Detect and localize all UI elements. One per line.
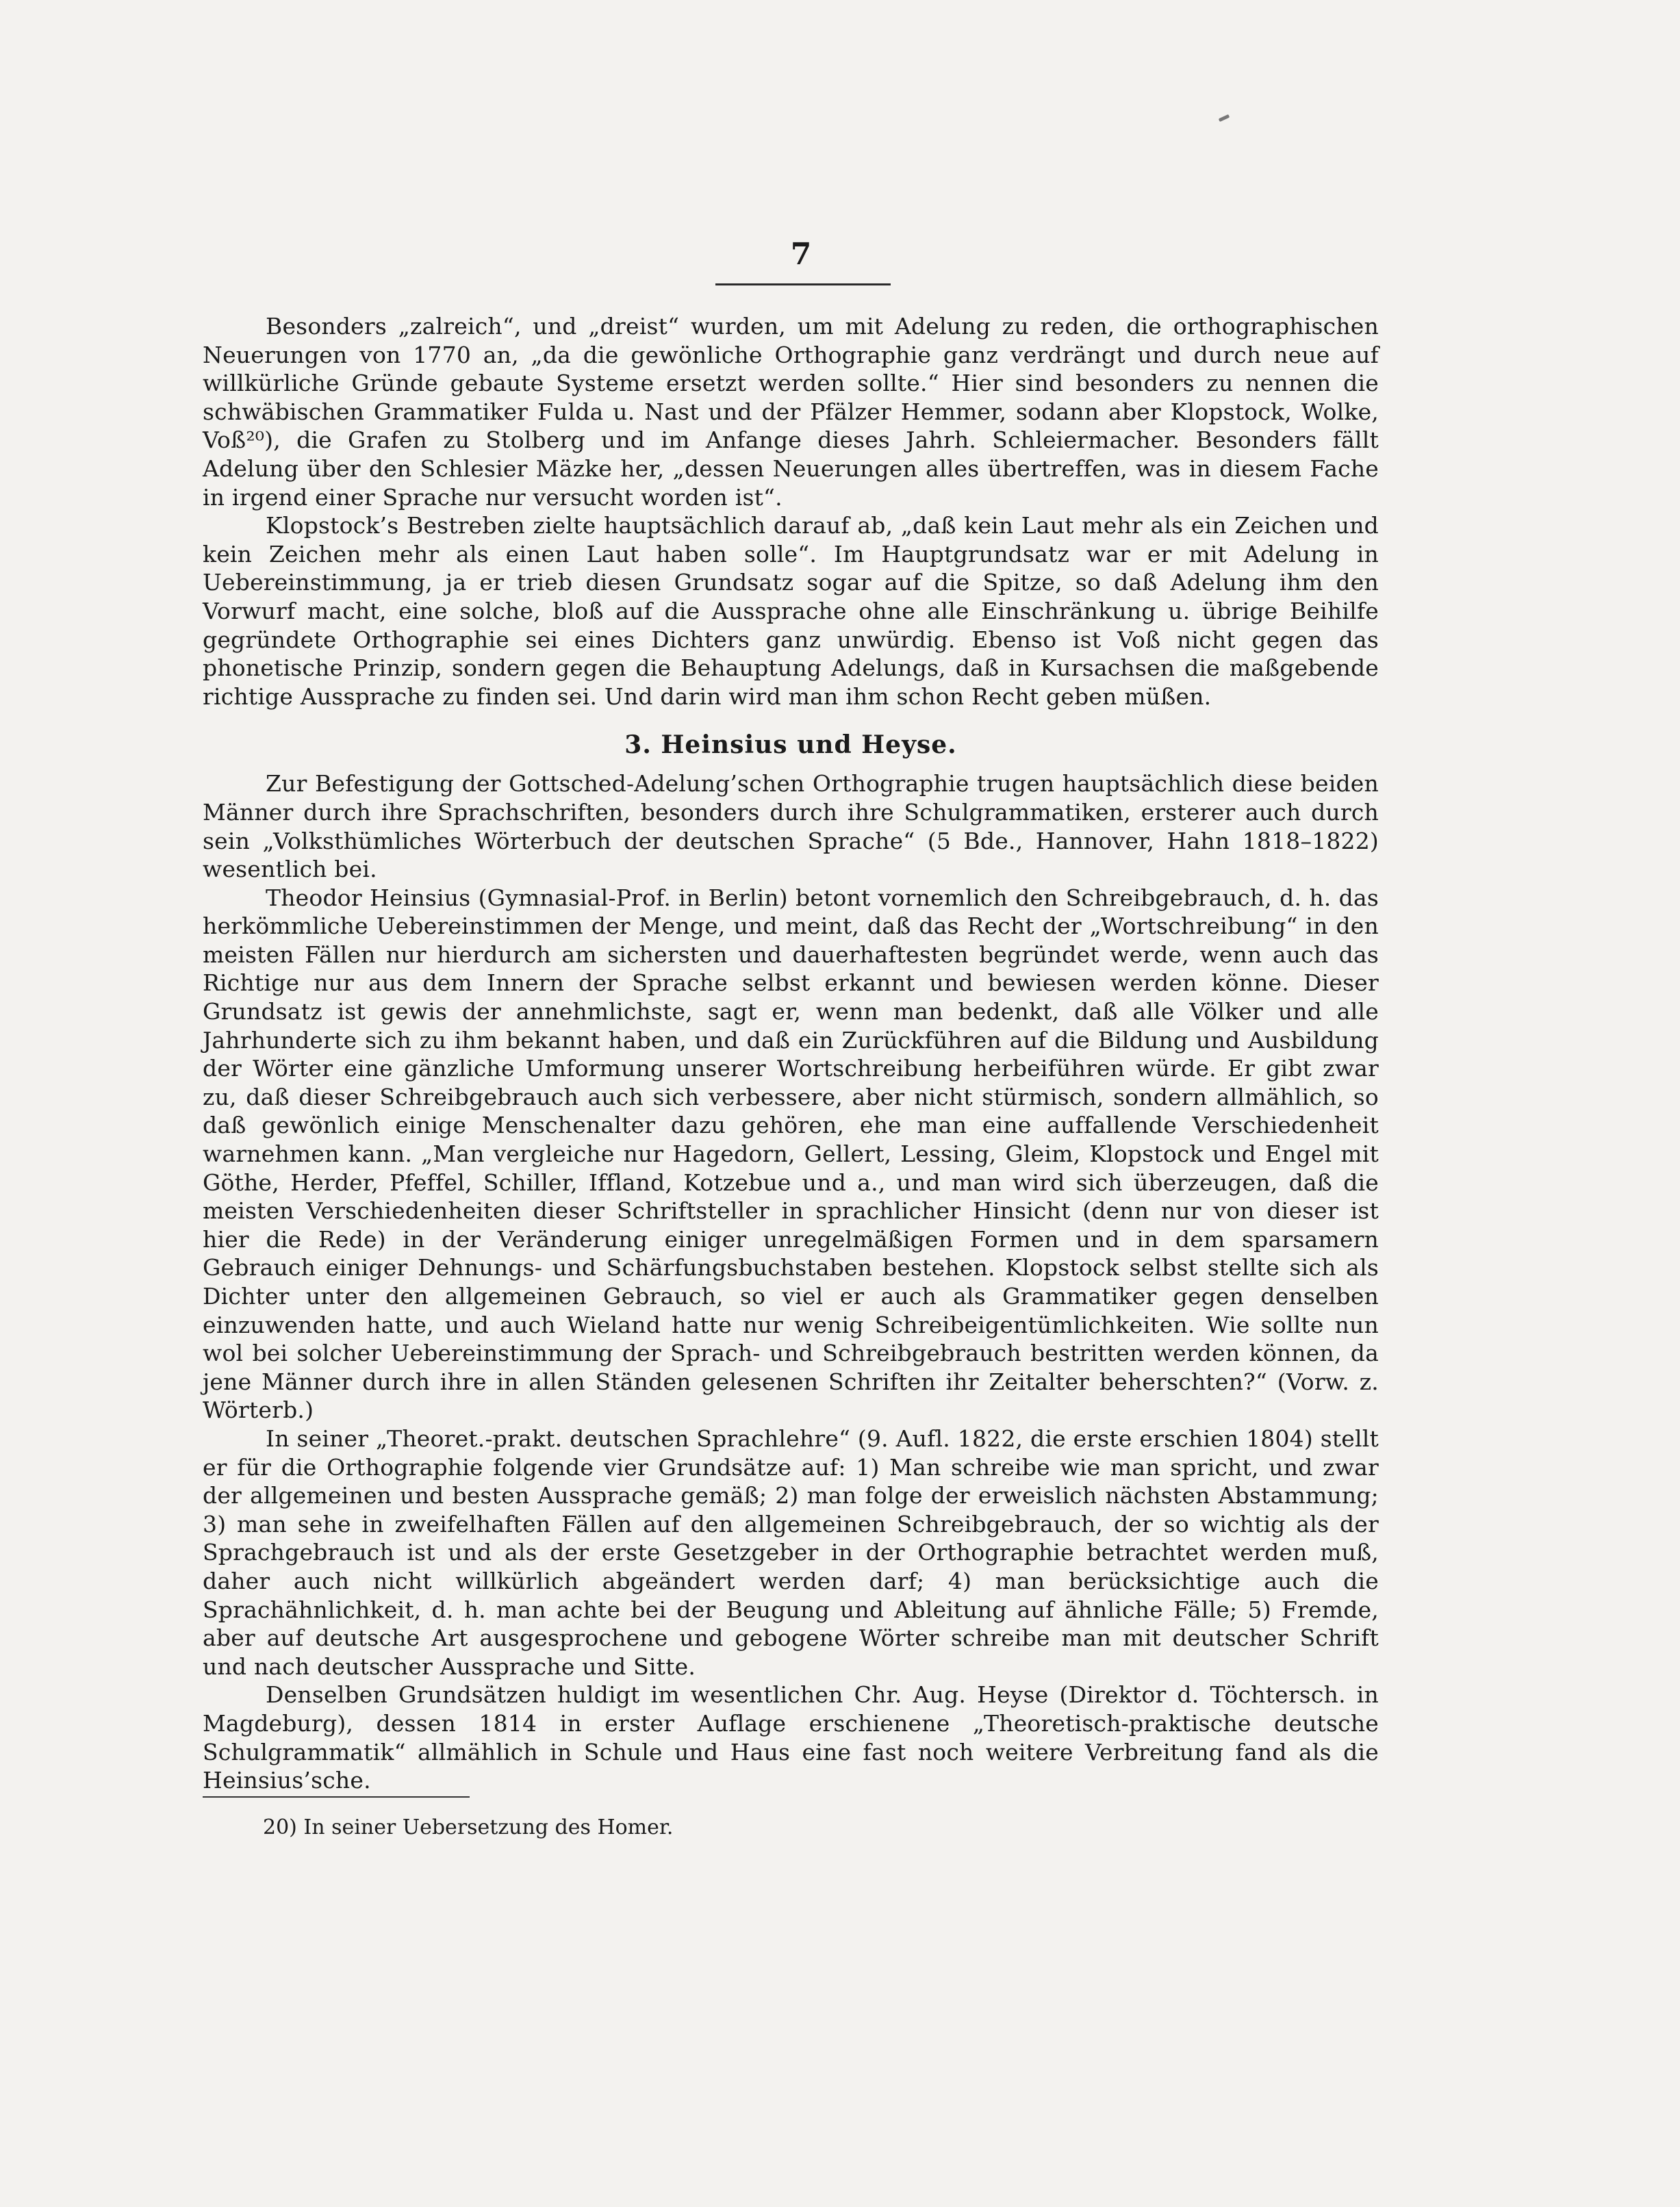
paragraph-heinsius: Theodor Heinsius (Gymnasial-Prof. in Berlin) betont vornemlich den Schreibgebrauch, d. h. das herkömmliche Uebereinstimmen der Menge, und meint, daß das Recht der „Wortschreibung“ in den meisten Fällen nur hierdurch am sichersten und dauerhaftesten begründet werde, wenn auch das Richtige nur aus dem Innern der Sprache selbst erkannt und bewiesen werden könne. Dieser Grundsatz ist gewis der annehmlichste, sagt er, wenn man bedenkt, daß alle Völker und alle Jahrhunderte sich zu ihm bekannt haben, und daß ein Zurückführen auf die Bildung und Ausbildung der Wörter eine gänzliche Umformung unserer Wortschreibung herbeiführen würde. Er gibt zwar zu, daß dieser Schreibgebrauch auch sich verbessere, aber nicht stürmisch, sondern allmählich, so daß gewönlich einige Menschenalter dazu gehören, ehe man eine auffallende Verschiedenheit warnehmen kann. „Man vergleiche nur Hagedorn, Gellert, Lessing, Gleim, Klopstock und Engel mit Göthe, Herder, Pfeffel, Schiller, Iffland, Kotzebue und a., und man wird sich überzeugen, daß die meisten Verschiedenheiten dieser Schriftsteller in sprachlicher Hinsicht (denn nur von dieser ist hier die Rede) in der Veränderung einiger unregelmäßigen Formen und in dem sparsamern Gebrauch einiger Dehnungs- und Schärfungsbuchstaben bestehen. Klopstock selbst stellte sich als Dichter unter den allgemeinen Gebrauch, so viel er auch als Grammatiker gegen denselben einzuwenden hatte, und auch Wieland hatte nur wenig Schreibeigentümlichkeiten. Wie sollte nun wol bei solcher Uebereinstimmung der Sprach- und Schreibgebrauch bestritten werden können, da jene Männer durch ihre in allen Ständen gelesenen Schriften ihr Zeitalter beherschten?“ (Vorw. z. Wörterb.) [203, 884, 1379, 1424]
footnote-rule [203, 1796, 470, 1798]
paragraph-sprachlehre: In seiner „Theoret.-prakt. deutschen Sprachlehre“ (9. Aufl. 1822, die erste erschien 1804) stellt er für die Orthographie folgende vier Grundsätze auf: 1) Man schreibe wie man spricht, und zwar der allgemeinen und besten Aussprache gemäß; 2) man folge der erweislich nächsten Abstammung; 3) man sehe in zweifelhaften Fällen auf den allgemeinen Schreibgebrauch, der so wichtig als der Sprachgebrauch ist und als der erste Gesetzgeber in der Orthographie betrachtet werden muß, daher auch nicht willkürlich abgeändert werden darf; 4) man berücksichtige auch die Sprachähnlichkeit, d. h. man achte bei der Beugung und Ableitung auf ähnliche Fälle; 5) Fremde, aber auf deutsche Art ausgesprochene und gebogene Wörter schreibe man mit deutscher Schrift und nach deutscher Aussprache und Sitte. [203, 1425, 1379, 1680]
paragraph-klopstock: Klopstock’s Bestreben zielte hauptsächlich darauf ab, „daß kein Laut mehr als ein Zeichen und kein Zeichen mehr als einen Laut haben solle“. Im Hauptgrundsatz war er mit Adelung in Uebereinstimmung, ja er trieb diesen Grundsatz sogar auf die Spitze, so daß Adelung ihm den Vorwurf macht, eine solche, bloß auf die Aussprache ohne alle Einschränkung u. übrige Beihilfe gegründete Orthographie sei eines Dichters ganz unwürdig. Ebenso ist Voß nicht gegen das phonetische Prinzip, sondern gegen die Behauptung Adelungs, daß in Kursachsen die maßgebende richtige Aussprache zu finden sei. Und darin wird man ihm schon Recht geben müßen. [203, 512, 1379, 710]
section-heading: 3. Heinsius und Heyse. [624, 730, 957, 760]
paper-speck [1219, 114, 1230, 122]
paragraph-heyse: Denselben Grundsätzen huldigt im wesentlichen Chr. Aug. Heyse (Direktor d. Töchtersch. in Magdeburg), dessen 1814 in erster Auflage erschienene „Theoretisch-praktische deutsche Schulgrammatik“ allmählich in Schule und Haus eine fast noch weitere Verbreitung fand als die Heinsius’sche. [203, 1681, 1379, 1794]
page-number: 7 [790, 237, 812, 272]
paragraph-neuerungen: Besonders „zalreich“, und „dreist“ wurden, um mit Adelung zu reden, die orthographischen Neuerungen von 1770 an, „da die gewönliche Orthographie ganz verdrängt und durch neue auf willkürliche Gründe gebaute Systeme ersetzt werden sollte.“ Hier sind besonders zu nennen die schwäbischen Grammatiker Fulda u. Nast und der Pfälzer Hemmer, sodann aber Klopstock, Wolke, Voß²⁰), die Grafen zu Stolberg und im Anfange dieses Jahrh. Schleiermacher. Besonders fällt Adelung über den Schlesier Mäzke her, „dessen Neuerungen alles übertreffen, was in diesem Fache in irgend einer Sprache nur versucht worden ist“. [203, 313, 1379, 511]
paragraph-befestigung: Zur Befestigung der Gottsched-Adelung’schen Orthographie trugen hauptsächlich diese beiden Männer durch ihre Sprachschriften, besonders durch ihre Schulgrammatiken, ersterer auch durch sein „Volksthümliches Wörterbuch der deutschen Sprache“ (5 Bde., Hannover, Hahn 1818–1822) wesentlich bei. [203, 770, 1379, 883]
page-number-rule [715, 283, 891, 285]
footnote: 20) In seiner Uebersetzung des Homer. [263, 1815, 674, 1839]
main-text [203, 312, 1379, 1795]
